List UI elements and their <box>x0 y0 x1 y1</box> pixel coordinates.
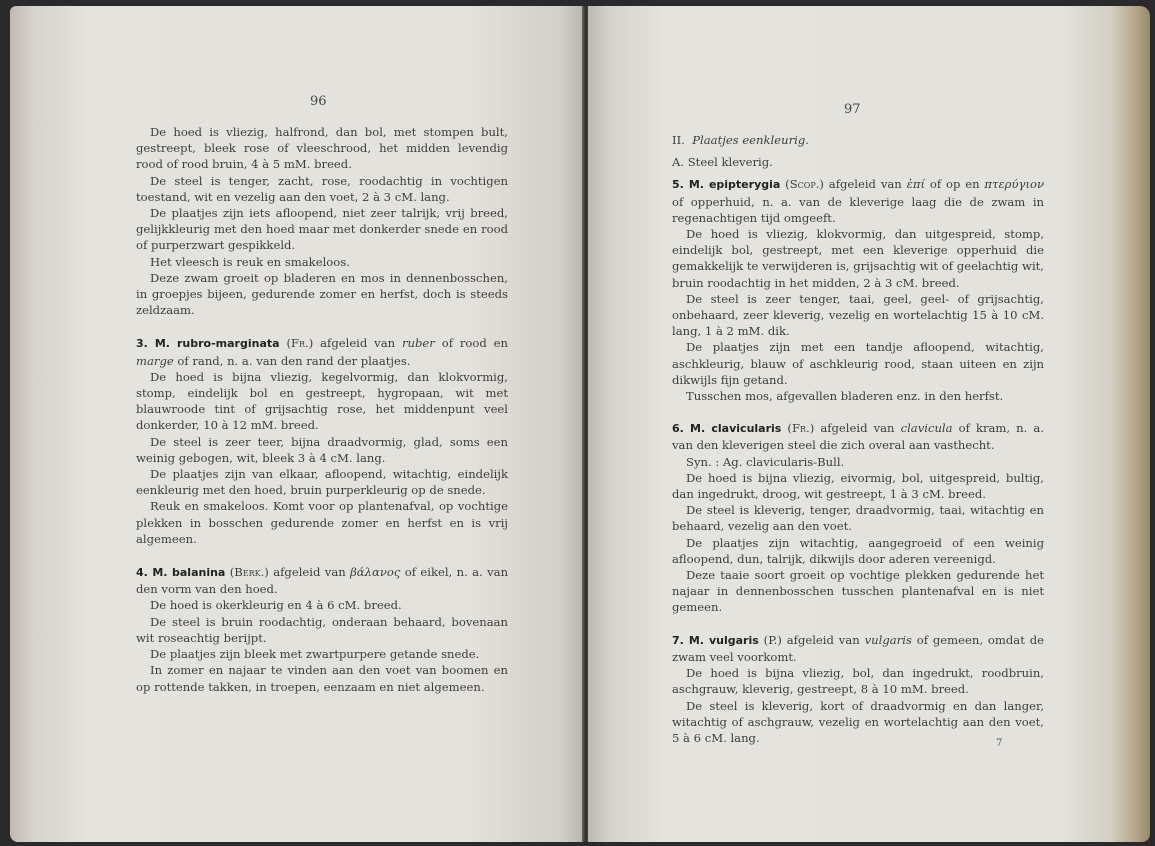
etymology-word: marge <box>136 353 174 368</box>
paragraph: De plaatjes zijn iets afloopend, niet zeer talrijk, vrij breed, gelijkkleurig met den hoed maar met donkerder snede en rood of purperzwart gespikkeld. <box>136 206 508 253</box>
paragraph: Tusschen mos, afgevallen bladeren enz. in den herfst. <box>686 389 1004 404</box>
etymology-word: ἐπί <box>906 177 925 192</box>
paragraph: De plaatjes zijn bleek met zwartpurpere getande snede. <box>150 647 480 662</box>
species-name: 5. M. epipterygia <box>672 178 781 192</box>
etymology: afgeleid van <box>786 632 860 647</box>
paragraph: De plaatjes zijn van elkaar, afloopend, witachtig, eindelijk eenkleurig met den hoed, bruin purperkleurig op de snede. <box>136 467 508 498</box>
paragraph: De steel is kleverig, tenger, draadvormig, taai, witachtig en behaard, vezelig aan den voet. <box>672 503 1044 534</box>
paragraph: De plaatjes zijn met een tandje afloopend, witachtig, aschkleurig, blauw of aschkleurig rood, staan uiteen en zijn dikwijls fijn getand. <box>672 340 1044 387</box>
etymology-word: clavicula <box>900 421 953 436</box>
page-number: 97 <box>844 102 861 117</box>
etymology-word: βάλανος <box>350 565 401 580</box>
paragraph: De hoed is bijna vliezig, kegelvormig, dan klokvormig, stomp, eindelijk bol en gestreept, hygropaan, wit met blauwroode tint of grijsachtig rose, het middenpunt veel donkerder, 10 à 12 mM. breed. <box>136 369 508 433</box>
paragraph: De steel is bruin roodachtig, onderaan behaard, bovenaan wit roseachtig berijpt. <box>136 614 508 645</box>
synonym: Syn. : Ag. clavicularis-Bull. <box>686 454 845 469</box>
species-entry <box>672 632 1044 665</box>
section-title: Plaatjes eenkleurig. <box>692 133 809 147</box>
author: (Fr.) <box>787 421 815 436</box>
author: (P.) <box>763 632 782 647</box>
signature-mark: 7 <box>996 738 1003 749</box>
right-page-text <box>672 132 1044 746</box>
etymology: afgeleid van <box>828 177 902 192</box>
paragraph: Deze zwam groeit op bladeren en mos in dennenbosschen, in groepjes bijeen, gedurende zomer en herfst, doch is steeds zeldzaam. <box>136 270 508 318</box>
species-entry <box>136 564 508 597</box>
paragraph: De plaatjes zijn witachtig, aangegroeid of een weinig afloopend, dun, talrijk, dikwijls door aderen vereenigd. <box>672 535 1044 566</box>
species-name: 3. M. rubro-marginata <box>136 337 280 351</box>
species-entry <box>672 420 1044 453</box>
paragraph: De hoed is vliezig, halfrond, dan bol, met stompen bult, gestreept, bleek rose of vleeschrood, het midden levendig rood of rood bruin, 4 à 5 mM. breed. <box>136 125 508 172</box>
etymology: of op en <box>929 177 980 192</box>
etymology: afgeleid van <box>273 565 346 580</box>
species-name: 6. M. clavicularis <box>672 422 782 436</box>
etymology-word: πτερύγιον <box>984 177 1045 192</box>
paragraph: De hoed is vliezig, klokvormig, dan uitgespreid, stomp, eindelijk bol, gestreept, met een kleverige opperhuid die gemakkelijk te verwijderen is, grijsachtig wit of geelachtig wit, bruin roodachtig in het midden, 2 à 3 cM. breed. <box>672 227 1044 290</box>
paragraph: De steel is tenger, zacht, rose, roodachtig in vochtigen toestand, wit en vezelig aan den voet, 2 à 3 cM. lang. <box>136 173 508 204</box>
etymology-word: ruber <box>402 336 435 351</box>
species-entry <box>672 176 1044 226</box>
page-number: 96 <box>310 94 327 109</box>
section-number: II. <box>672 133 685 147</box>
paragraph: In zomer en najaar te vinden aan den voet van boomen en op rottende takken, in troepen, eenzaam en niet algemeen. <box>136 663 508 694</box>
etymology: of opperhuid, n. a. van de kleverige laag die de zwam in regenachtigen tijd omgeeft. <box>672 194 1044 225</box>
paragraph: De steel is zeer teer, bijna draadvormig, glad, soms een weinig gebogen, wit, bleek 3 à 4 cM. lang. <box>136 434 508 465</box>
etymology: of rood en <box>441 336 508 351</box>
author: (Berk.) <box>229 565 269 580</box>
paragraph: De steel is zeer tenger, taai, geel, geel- of grijsachtig, onbehaard, zeer kleverig, vezelig en wortelachtig 15 à 10 cM. lang, 1 à 2 mM. dik. <box>672 291 1044 339</box>
etymology-word: vulgaris <box>864 632 912 647</box>
paragraph: De hoed is okerkleurig en 4 à 6 cM. breed. <box>150 598 402 613</box>
etymology: of kram, n. a. van den kleverigen steel die zich overal aan vasthecht. <box>672 421 1045 453</box>
species-name: 4. M. balanina <box>136 566 226 580</box>
paragraph: Reuk en smakeloos. Komt voor op plantenafval, op vochtige plekken in bosschen gedurende zomer en herfst en is vrij algemeen. <box>136 499 508 546</box>
left-page-text <box>136 124 508 695</box>
right-page <box>588 6 1150 842</box>
paragraph: Het vleesch is reuk en smakeloos. <box>150 254 350 269</box>
author: (Scop.) <box>785 177 824 192</box>
etymology: afgeleid van <box>320 336 396 351</box>
paragraph: De hoed is bijna vliezig, bol, dan ingedrukt, roodbruin, aschgrauw, kleverig, gestreept, 8 à 10 mM. breed. <box>672 666 1044 697</box>
etymology: of gemeen, omdat de zwam veel voorkomt. <box>672 632 1045 664</box>
etymology: of rand, n. a. van den rand der plaatjes. <box>177 353 411 368</box>
etymology: of eikel, n. a. van den vorm van den hoed. <box>136 565 509 597</box>
author: (Fr.) <box>286 336 314 351</box>
paragraph: De hoed is bijna vliezig, eivormig, bol, uitgespreid, bultig, dan ingedrukt, droog, wit gestreept, 1 à 3 cM. breed. <box>672 470 1044 502</box>
paragraph: De steel is kleverig, kort of draadvormig en dan langer, witachtig of aschgrauw, vezelig en wortelachtig aan den voet, 5 à 6 cM. lang. <box>672 698 1044 745</box>
species-entry <box>136 335 508 368</box>
section-heading <box>672 132 1044 148</box>
species-name: 7. M. vulgaris <box>672 633 759 647</box>
left-page <box>10 6 584 842</box>
subsection-heading: A. Steel kleverig. <box>672 155 773 170</box>
etymology: afgeleid van <box>820 421 895 436</box>
paragraph: Deze taaie soort groeit op vochtige plekken gedurende het najaar in dennenbosschen tusschen plantenafval en is niet gemeen. <box>672 568 1044 615</box>
